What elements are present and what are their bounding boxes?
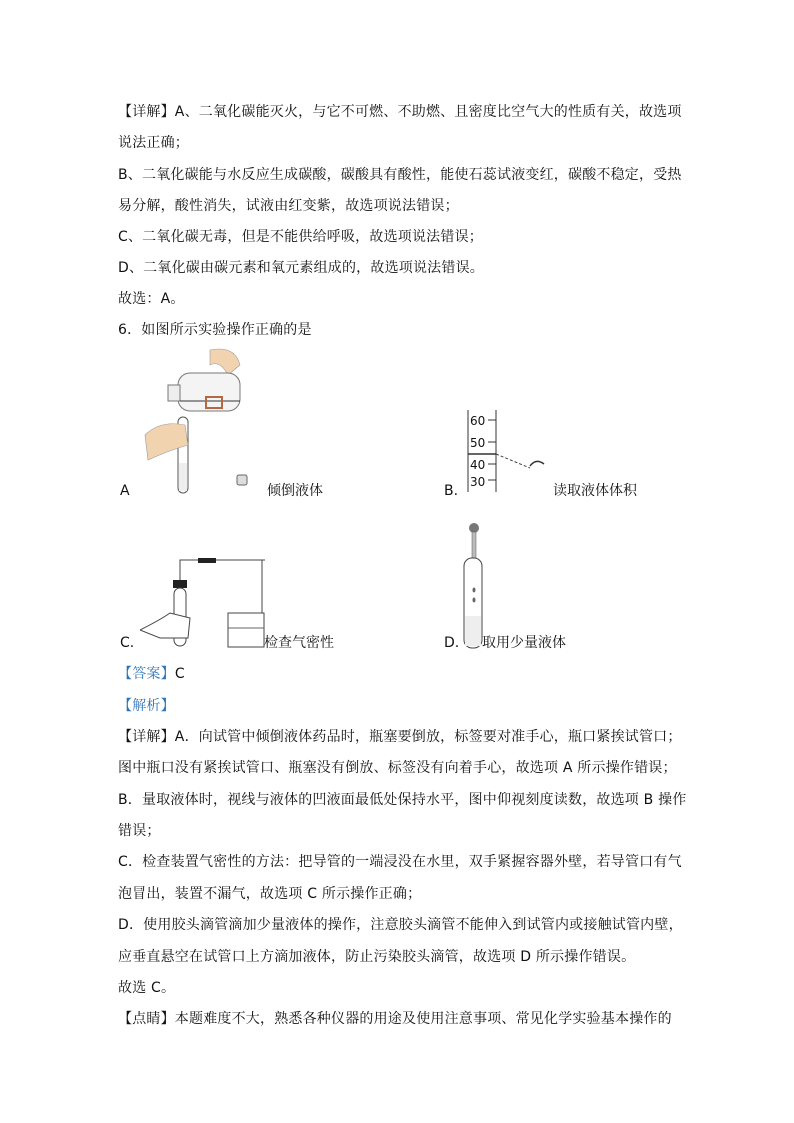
text-line: 故选 C。 [118, 980, 176, 996]
scale-50: 50 [470, 436, 486, 450]
figure-dropper [462, 520, 486, 650]
option-c-caption: 检查气密性 [264, 635, 334, 651]
text-line: C、二氧化碳无毒，但是不能供给呼吸，故选项说法错误； [118, 229, 483, 245]
text-line: B、二氧化碳能与水反应生成碳酸，碳酸具有酸性，能使石蕊试液变红，碳酸不稳定，受热 [118, 167, 682, 183]
scale-30: 30 [470, 475, 486, 489]
text-line: 应垂直悬空在试管口上方滴加液体，防止污染胶头滴管，故选项 D 所示操作错误。 [118, 949, 636, 965]
answer-value: C [174, 666, 185, 682]
text-line: 【详解】A．向试管中倾倒液体药品时，瓶塞要倒放，标签要对准手心，瓶口紧挨试管口； [118, 729, 682, 745]
option-a-caption: 倾倒液体 [267, 483, 323, 499]
text-line: 故选：A。 [118, 291, 185, 307]
scale-60: 60 [470, 414, 486, 428]
scale-40: 40 [470, 458, 486, 472]
option-d-caption: 取用少量液体 [482, 635, 566, 651]
question-title: 6．如图所示实验操作正确的是 [118, 322, 312, 338]
text-line: B．量取液体时，视线与液体的凹液面最低处保持水平，图中仰视刻度读数，故选项 B 操作 [118, 792, 687, 808]
text-line: 图中瓶口没有紧挨试管口、瓶塞没有倒放、标签没有向着手心，故选项 A 所示操作错误； [118, 760, 677, 776]
figure-pour-liquid [140, 345, 260, 495]
analysis-label: 【解析】 [118, 698, 175, 714]
figure-airtightness [140, 558, 265, 650]
text-line: 【详解】A、二氧化碳能灭火，与它不可燃、不助燃、且密度比空气大的性质有关，故选项 [118, 104, 682, 120]
option-d-letter: D. [444, 635, 460, 651]
option-b-letter: B. [444, 483, 459, 499]
option-a-letter: A [120, 483, 130, 499]
option-b-caption: 读取液体体积 [553, 483, 637, 499]
text-line: D、二氧化碳由碳元素和氧元素组成的，故选项说法错误。 [118, 260, 484, 276]
option-c-letter: C. [120, 635, 135, 651]
text-line: 说法正确； [118, 135, 189, 151]
text-line: 错误； [118, 823, 161, 839]
text-line: 【点睛】本题难度不大，熟悉各种仪器的用途及使用注意事项、常见化学实验基本操作的 [118, 1011, 672, 1027]
text-line: C．检查装置气密性的方法：把导管的一端浸没在水里，双手紧握容器外壁，若导管口有气 [118, 854, 682, 870]
answer-label: 【答案】 [118, 666, 175, 682]
text-line: D．使用胶头滴管滴加少量液体的操作，注意胶头滴管不能伸入到试管内或接触试管内壁， [118, 917, 683, 933]
text-line: 泡冒出，装置不漏气，故选项 C 所示操作正确； [118, 886, 422, 902]
text-line: 易分解，酸性消失，试液由红变紫，故选项说法错误； [118, 198, 459, 214]
